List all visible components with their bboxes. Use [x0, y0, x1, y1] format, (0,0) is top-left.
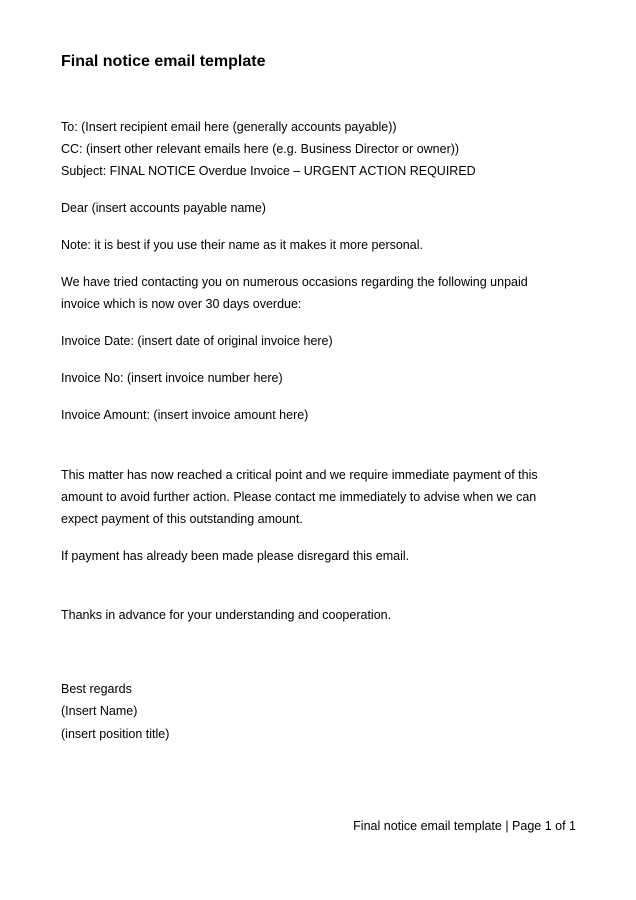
- critical-line-2: amount to avoid further action. Please contact me immediately to advise when we can: [61, 490, 537, 504]
- invoice-date: Invoice Date: (insert date of original invoice here): [61, 334, 333, 348]
- invoice-amount: Invoice Amount: (insert invoice amount here): [61, 408, 309, 422]
- sender-name: (Insert Name): [61, 704, 138, 718]
- thanks-line: Thanks in advance for your understanding and cooperation.: [61, 608, 392, 622]
- disregard-line: If payment has already been made please disregard this email.: [61, 549, 410, 563]
- intro-line-2: invoice which is now over 30 days overdue:: [61, 297, 302, 311]
- subject-line: Subject: FINAL NOTICE Overdue Invoice – URGENT ACTION REQUIRED: [61, 164, 476, 178]
- intro-line-1: We have tried contacting you on numerous occasions regarding the following unpaid: [61, 275, 528, 289]
- critical-line-3: expect payment of this outstanding amount.: [61, 512, 303, 526]
- page-footer: Final notice email template | Page 1 of 1: [353, 819, 576, 833]
- sender-position: (insert position title): [61, 727, 170, 741]
- document-title: Final notice email template: [61, 53, 266, 70]
- to-line: To: (Insert recipient email here (generally accounts payable)): [61, 120, 397, 134]
- closing: Best regards: [61, 682, 132, 696]
- cc-line: CC: (insert other relevant emails here (e.g. Business Director or owner)): [61, 142, 460, 156]
- greeting: Dear (insert accounts payable name): [61, 201, 266, 215]
- invoice-number: Invoice No: (insert invoice number here): [61, 371, 283, 385]
- critical-line-1: This matter has now reached a critical point and we require immediate payment of this: [61, 468, 538, 482]
- note: Note: it is best if you use their name as it makes it more personal.: [61, 238, 423, 252]
